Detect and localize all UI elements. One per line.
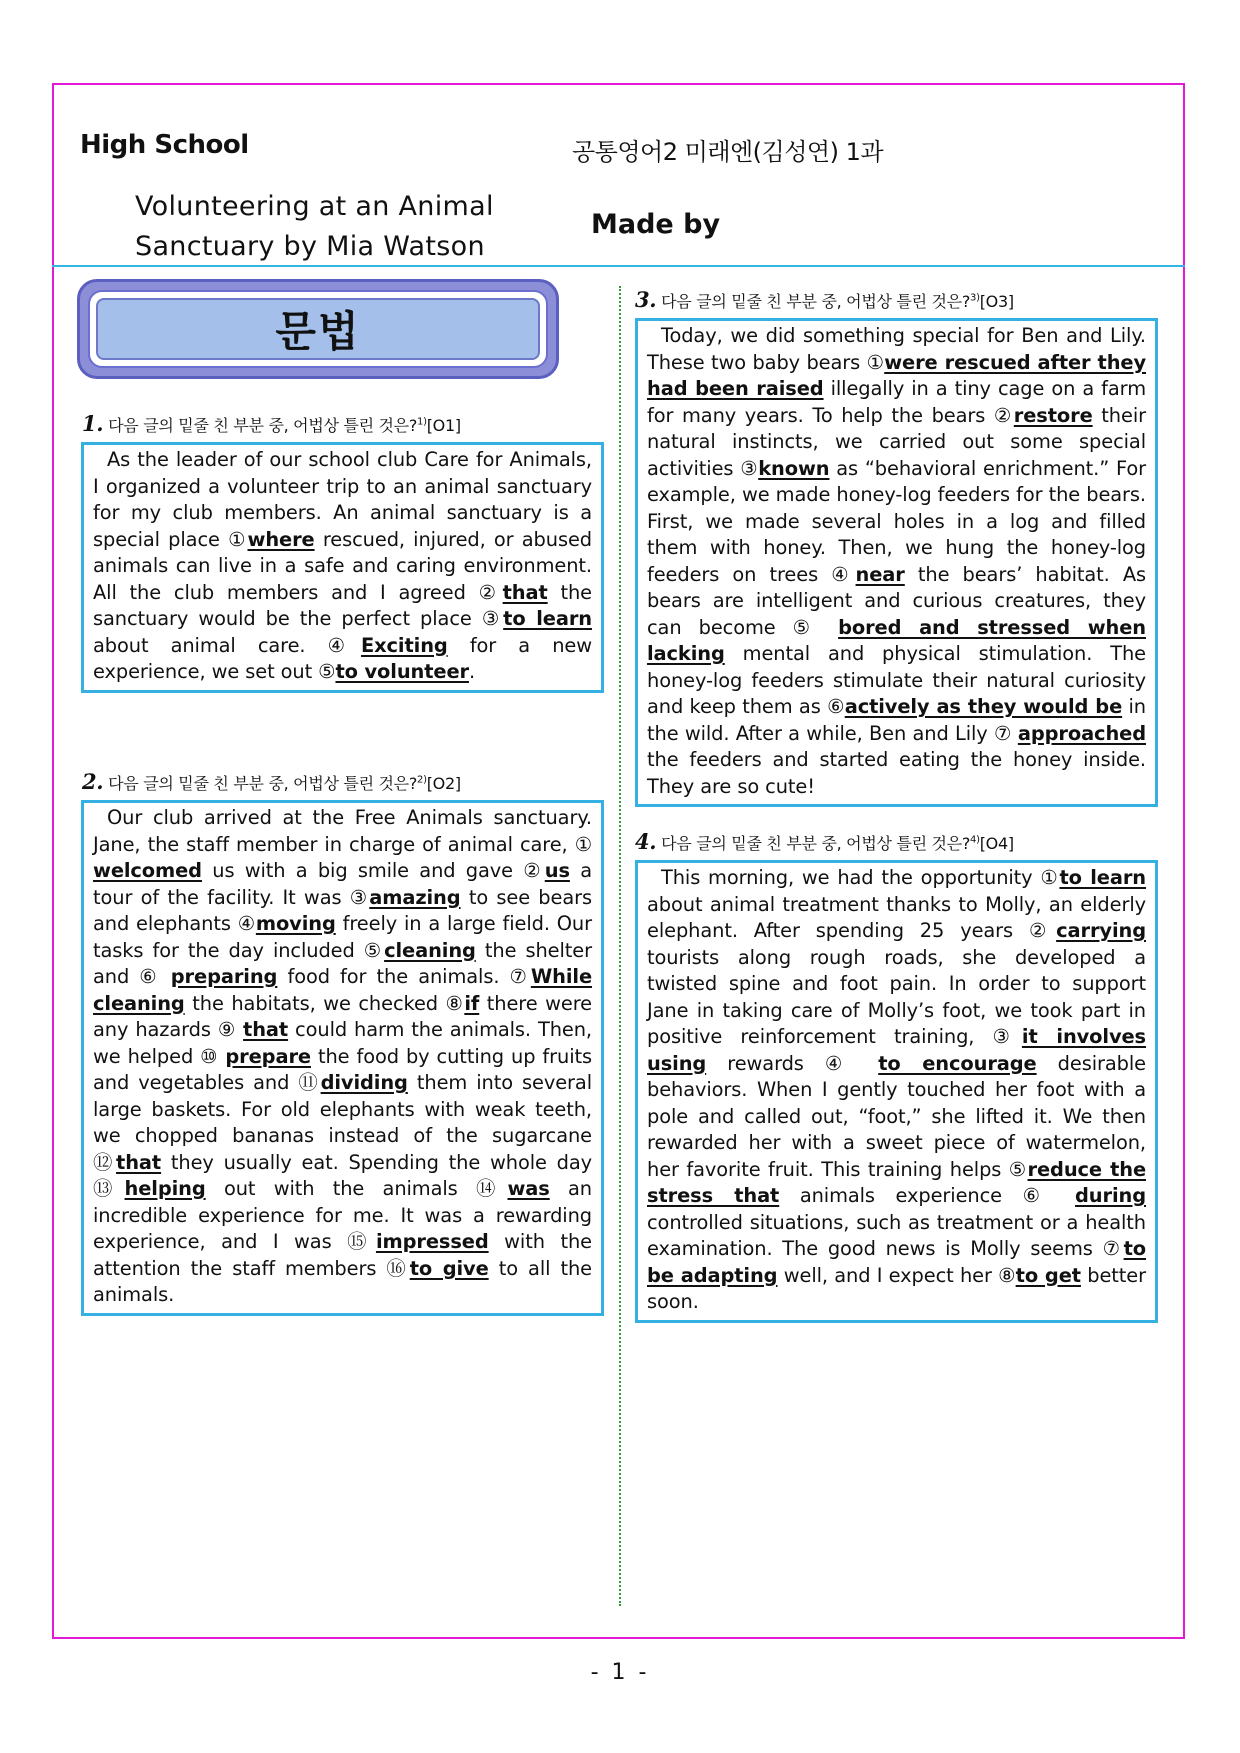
question-1-title [82,411,461,436]
made-by-label: Made by [591,209,721,240]
question-number: 2. [82,769,104,794]
passage-segment: with the attention the staff members ⑯ [93,1230,592,1280]
section-title: 문법 [275,307,361,356]
underlined-choice: that [243,1018,289,1041]
underlined-choice: to get [1015,1263,1081,1287]
passage-segment: in the wild. After a while, Ben and Lily ⑦ [647,695,1146,745]
underlined-choice: if [464,991,480,1015]
banner-inner [96,298,540,360]
passage-segment: well, and I expect her ⑧ [777,1263,1016,1287]
passage-segment: a tour of the facility. It was ③ [93,859,592,909]
passage-segment: mental and physical stimulation. The honey-log feeders stimulate their natural curiosity and keep them as ⑥ [647,642,1146,718]
underlined-choice: to learn [1059,866,1146,889]
underlined-choice: helping [124,1177,206,1200]
underlined-choice: to volunteer [335,660,469,683]
underlined-choice: Exciting [360,633,448,657]
question-code: [O1] [426,416,461,435]
passage-segment: the feeders and started eating the honey inside. They are so cute! [647,748,1146,798]
question-number: 4. [635,829,657,854]
question-number: 1. [82,411,104,436]
underlined-choice: restore [1013,403,1093,427]
passage-segment: as “behavioral enrichment.” For example, we made honey-log feeders for the bears. First, we made several holes in a log and filled them with honey. Then, we hung the honey-log feeders on trees ④ [647,456,1146,586]
question-note: 4) [970,834,980,846]
passage-segment: us with a big smile and gave ② [201,859,545,882]
header-divider [52,265,1185,267]
lesson-title-line1: Volunteering at an Animal [135,191,494,222]
underlined-choice: impressed [375,1230,489,1253]
underlined-choice: prepare [225,1044,311,1068]
passage-segment: food for the animals. ⑦ [277,965,531,988]
passage-segment: the shelter and ⑥ [93,938,592,988]
passage-segment: animals experience ⑥ [779,1184,1076,1207]
question-note: 2) [417,774,427,786]
underlined-choice: to encourage [878,1051,1037,1075]
question-code: [O4] [979,834,1014,853]
question-2-passage [81,800,604,1316]
question-note: 1) [417,416,427,428]
passage-segment: Today, we did something special for Ben and Lily. These two baby bears ① [647,324,1146,374]
question-2-title [82,769,461,794]
underlined-choice: bored and stressed when lacking [647,615,1146,665]
passage-segment: tourists along rough roads, she developed a twisted spine and foot pain. In order to support Jane in taking care of Molly’s foot, we took part in positive reinforcement training, ③ [647,945,1146,1048]
passage-segment: the bears’ habitat. As bears are intelligent and curious creatures, they can become ⑤ [647,562,1146,639]
passage-segment: could harm the animals. Then, we helped ⑩ [93,1018,592,1068]
column-divider [619,286,621,1606]
school-label: High School [80,130,249,160]
passage-segment: the sanctuary would be the perfect place ③ [93,580,592,630]
underlined-choice: moving [255,912,336,935]
underlined-choice: us [544,859,570,882]
underlined-choice: where [247,527,315,551]
question-prompt: 다음 글의 밑줄 친 부분 중, 어법상 틀린 것은? [103,774,418,793]
lesson-title [135,187,555,267]
question-3-passage [635,318,1158,807]
question-4-title [635,829,1014,854]
passage-segment: to all the animals. [93,1256,592,1306]
passage-segment: freely in a large field. Our tasks for the day included ⑤ [93,912,592,962]
question-1-passage [81,442,604,693]
underlined-choice: known [758,456,830,480]
course-label: 공통영어2 미래엔(김성연) 1과 [572,138,884,166]
question-prompt: 다음 글의 밑줄 친 부분 중, 어법상 틀린 것은? [103,416,418,435]
passage-segment: about animal care. ④ [93,633,361,657]
page-number: - 1 - [590,1660,650,1685]
underlined-choice: to be adapting [647,1237,1146,1287]
passage-segment: to see bears and elephants ④ [93,885,592,935]
underlined-choice: While cleaning [93,965,592,1015]
passage-segment: about animal treatment thanks to Molly, an elderly elephant. After spending 25 years ② [647,892,1146,942]
passage-segment: Our club arrived at the Free Animals sanctuary. Jane, the staff member in charge of animal care, ① [93,806,592,856]
passage-segment: rescued, injured, or abused animals can live in a safe and caring environment. All the club members and I agreed ② [93,527,592,604]
question-number: 3. [635,287,657,312]
underlined-choice: reduce the stress that [647,1157,1146,1207]
passage-segment: they usually eat. Spending the whole day ⑬ [93,1150,592,1200]
section-banner [77,279,559,379]
passage-segment: illegally in a tiny cage on a farm for many years. To help the bears ② [647,377,1146,427]
question-prompt: 다음 글의 밑줄 친 부분 중, 어법상 틀린 것은? [656,834,971,853]
passage-segment: better soon. [647,1263,1146,1313]
underlined-choice: preparing [170,965,278,988]
underlined-choice: that [502,580,548,604]
question-4-passage [635,860,1158,1323]
passage-segment: out with the animals ⑭ [205,1177,508,1200]
passage-segment: the habitats, we checked ⑧ [184,991,465,1015]
passage-segment: . [468,660,476,683]
underlined-choice: during [1075,1184,1146,1207]
underlined-choice: near [855,562,905,586]
underlined-choice: cleaning [384,938,476,962]
underlined-choice: dividing [320,1071,408,1094]
lesson-title-line2: Sanctuary by Mia Watson [135,231,485,262]
underlined-choice: was [507,1177,550,1200]
passage-segment: desirable behaviors. When I gently touched her foot with a pole and called out, “foot,” she lifted it. We then rewarded her with a sweet piece of watermelon, her favorite fruit. This training helps ⑤ [647,1051,1146,1181]
question-prompt: 다음 글의 밑줄 친 부분 중, 어법상 틀린 것은? [656,292,971,311]
question-code: [O2] [426,774,461,793]
underlined-choice: approached [1017,721,1146,745]
passage-segment: rewards ④ [706,1051,879,1075]
underlined-choice: to learn [503,607,592,630]
underlined-choice: that [116,1150,162,1174]
underlined-choice: amazing [369,885,461,909]
passage-segment: there were any hazards ⑨ [93,991,592,1041]
passage-text [93,447,592,686]
passage-segment: As the leader of our school club Care for Animals, I organized a volunteer trip to an animal sanctuary for my club members. An animal sanctuary is a special place ① [93,448,592,551]
question-3-title [635,287,1014,312]
question-note: 3) [970,292,980,304]
underlined-choice: welcomed [93,859,202,882]
passage-segment: This morning, we had the opportunity ① [661,866,1060,889]
passage-segment: their natural instincts, we carried out some special activities ③ [647,403,1146,480]
underlined-choice: to give [409,1256,489,1280]
passage-segment: an incredible experience for me. It was a rewarding experience, and I was ⑮ [93,1177,592,1253]
passage-segment: for a new experience, we set out ⑤ [93,633,592,683]
passage-text [647,865,1146,1316]
passage-text [93,805,592,1309]
underlined-choice: actively as they would be [844,695,1123,718]
passage-text [647,323,1146,800]
passage-segment: the food by cutting up fruits and vegetables and ⑪ [93,1044,592,1094]
underlined-choice: were rescued after they had been raised [647,350,1146,400]
passage-segment: controlled situations, such as treatment or a health examination. The good news is Molly seems ⑦ [647,1210,1146,1260]
underlined-choice: carrying [1056,919,1146,942]
question-code: [O3] [979,292,1014,311]
underlined-choice: it involves using [647,1025,1146,1075]
passage-segment: them into several large baskets. For old elephants with weak teeth, we chopped bananas instead of the sugarcane ⑫ [93,1071,592,1174]
